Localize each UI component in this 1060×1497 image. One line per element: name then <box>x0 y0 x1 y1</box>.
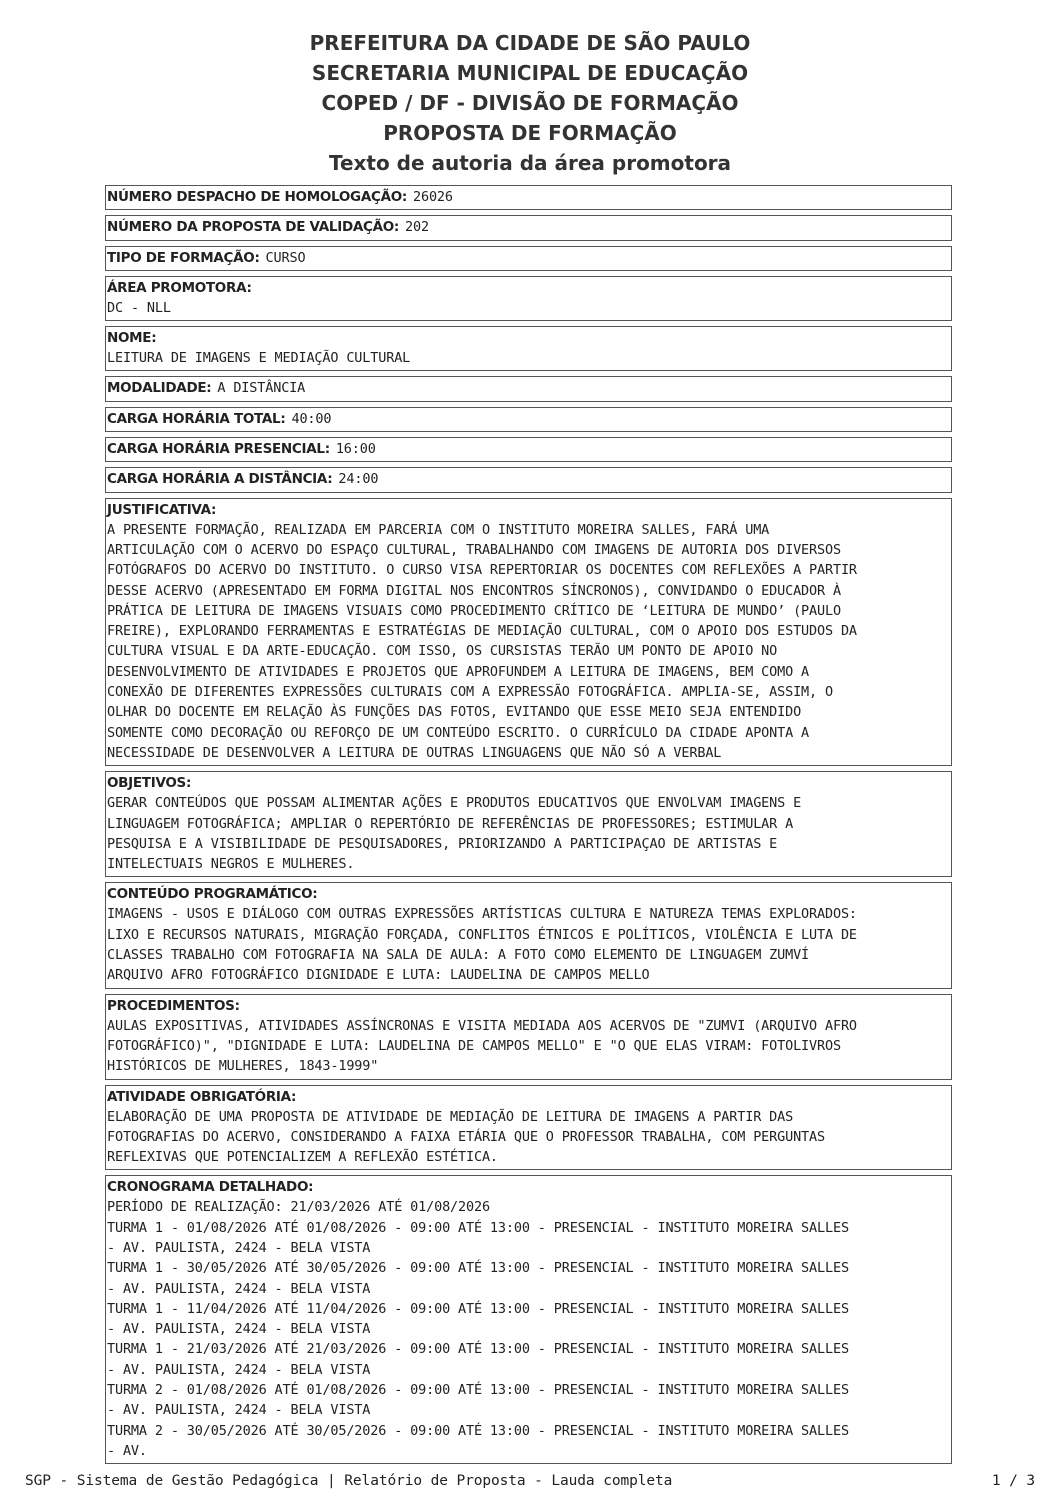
field-value: DC - NLL <box>107 299 171 316</box>
header-secretaria: SECRETARIA MUNICIPAL DE EDUCAÇÃO <box>311 61 749 85</box>
text-line: PRÁTICA DE LEITURA DE IMAGENS VISUAIS COMO PROCEDIMENTO CRÍTICO DE ‘LEITURA DE MUNDO’ (PAULO <box>107 602 841 619</box>
field-objetivos <box>105 771 952 877</box>
field-proposta <box>105 215 952 240</box>
field-value <box>107 520 950 764</box>
field-value: CURSO <box>265 249 306 266</box>
field-value <box>107 1107 950 1168</box>
text-line: IMAGENS - USOS E DIÁLOGO COM OUTRAS EXPRESSÕES ARTÍSTICAS CULTURA E NATUREZA TEMAS EXPLORADOS: <box>107 906 857 923</box>
field-label: NOME: <box>107 330 157 347</box>
text-line: TURMA 1 - 11/04/2026 ATÉ 11/04/2026 - 09:00 ATÉ 13:00 - PRESENCIAL - INSTITUTO MOREIRA SALLES <box>107 1300 849 1317</box>
text-line: ARQUIVO AFRO FOTOGRÁFICO DIGNIDADE E LUTA: LAUDELINA DE CAMPOS MELLO <box>107 967 650 984</box>
field-value: 40:00 <box>291 410 332 427</box>
field-modalidade <box>105 376 952 401</box>
text-line: DESSE ACERVO (APRESENTADO EM FORMA DIGITAL NOS ENCONTROS SÍNCRONOS), CONVIDANDO O EDUCADOR À <box>107 582 841 599</box>
header-prefeitura: PREFEITURA DA CIDADE DE SÃO PAULO <box>309 31 751 55</box>
text-line: FOTOGRAFIAS DO ACERVO, CONSIDERANDO A FAIXA ETÁRIA QUE O PROFESSOR TRABALHA, COM PERGUNTAS <box>107 1128 825 1145</box>
field-nome <box>105 326 952 371</box>
field-justificativa <box>105 498 952 767</box>
field-value: 16:00 <box>335 441 376 458</box>
text-line: NECESSIDADE DE DESENVOLVER A LEITURA DE OUTRAS LINGUAGENS QUE NÃO SÓ A VERBAL <box>107 744 722 761</box>
text-line: LIXO E RECURSOS NATURAIS, MIGRAÇÃO FORÇADA, CONFLITOS ÉTNICOS E POLÍTICOS, VIOLÊNCIA E LUTA DE <box>107 926 857 943</box>
field-value: 24:00 <box>338 471 379 488</box>
text-line: LINGUAGEM FOTOGRÁFICA; AMPLIAR O REPERTÓRIO DE REFERÊNCIAS DE PROFESSORES; ESTIMULAR A <box>107 815 794 832</box>
field-value <box>107 904 950 985</box>
header-coped: COPED / DF - DIVISÃO DE FORMAÇÃO <box>321 91 739 115</box>
field-label: JUSTIFICATIVA: <box>107 501 217 518</box>
text-line: REFLEXIVAS QUE POTENCIALIZEM A REFLEXÃO ESTÉTICA. <box>107 1149 498 1166</box>
proposal-form <box>105 185 952 1469</box>
field-value <box>107 793 950 874</box>
text-line: ARTICULAÇÃO COM O ACERVO DO ESPAÇO CULTURAL, TRABALHANDO COM IMAGENS DE AUTORIA DOS DIVERSOS <box>107 541 841 558</box>
header-subtitle: Texto de autoria da área promotora <box>328 151 732 175</box>
page-number: 1 / 3 <box>991 1473 1035 1489</box>
text-line: TURMA 1 - 21/03/2026 ATÉ 21/03/2026 - 09:00 ATÉ 13:00 - PRESENCIAL - INSTITUTO MOREIRA SALLES <box>107 1341 849 1358</box>
field-label: PROCEDIMENTOS: <box>107 997 240 1014</box>
text-line: CLASSES TRABALHO COM FOTOGRAFIA NA SALA DE AULA: A FOTO COMO ELEMENTO DE LINGUAGEM ZUMVÍ <box>107 947 810 964</box>
text-line: TURMA 2 - 30/05/2026 ATÉ 30/05/2026 - 09:00 ATÉ 13:00 - PRESENCIAL - INSTITUTO MOREIRA SALLES <box>107 1422 849 1439</box>
field-label: CARGA HORÁRIA A DISTÂNCIA: <box>107 471 333 488</box>
field-carga-total <box>105 407 952 432</box>
text-line: ELABORAÇÃO DE UMA PROPOSTA DE ATIVIDADE DE MEDIAÇÃO DE LEITURA DE IMAGENS A PARTIR DAS <box>107 1108 794 1125</box>
field-label: OBJETIVOS: <box>107 775 192 792</box>
text-line: - AV. <box>107 1442 147 1459</box>
text-line: OLHAR DO DOCENTE EM RELAÇÃO ÀS FUNÇÕES DAS FOTOS, EVITANDO QUE ESSE MEIO SEJA ENTENDIDO <box>107 704 802 721</box>
text-line: PESQUISA E A VISIBILIDADE DE PESQUISADORES, PRIORIZANDO A PARTICIPAÇAO DE ARTISTAS E <box>107 835 778 852</box>
text-line: - AV. PAULISTA, 2424 - BELA VISTA <box>107 1280 371 1297</box>
field-label: ATIVIDADE OBRIGATÓRIA: <box>107 1088 297 1105</box>
field-value <box>107 1197 950 1461</box>
field-label: CRONOGRAMA DETALHADO: <box>107 1179 314 1196</box>
text-line: PERÍODO DE REALIZAÇÃO: 21/03/2026 ATÉ 01/08/2026 <box>107 1199 490 1216</box>
text-line: - AV. PAULISTA, 2424 - BELA VISTA <box>107 1239 371 1256</box>
text-line: FOTÓGRAFOS DO ACERVO DO INSTITUTO. O CURSO VISA REPERTORIAR OS DOCENTES COM REFLEXÕES A PARTIR <box>107 562 857 579</box>
text-line: DESENVOLVIMENTO DE ATIVIDADES E PROJETOS QUE APROFUNDEM A LEITURA DE IMAGENS, BEM COMO A <box>107 663 810 680</box>
text-line: CONEXÃO DE DIFERENTES EXPRESSÕES CULTURAIS COM A EXPRESSÃO FOTOGRÁFICA. AMPLIA-SE, ASSIM, O <box>107 684 833 701</box>
text-line: CULTURA VISUAL E DA ARTE-EDUCAÇÃO. COM ISSO, OS CURSISTAS TERÃO UM PONTO DE APOIO NO <box>107 643 778 660</box>
field-tipo <box>105 246 952 271</box>
text-line: FREIRE), EXPLORANDO FERRAMENTAS E ESTRATÉGIAS DE MEDIAÇÃO CULTURAL, COM O APOIO DOS ESTUDOS DA <box>107 623 857 640</box>
field-label: NÚMERO DA PROPOSTA DE VALIDAÇÃO: <box>107 219 400 236</box>
text-line: TURMA 1 - 01/08/2026 ATÉ 01/08/2026 - 09:00 ATÉ 13:00 - PRESENCIAL - INSTITUTO MOREIRA SALLES <box>107 1219 849 1236</box>
text-line: AULAS EXPOSITIVAS, ATIVIDADES ASSÍNCRONAS E VISITA MEDIADA AOS ACERVOS DE "ZUMVI (ARQUIVO AFRO <box>107 1017 857 1034</box>
text-line: - AV. PAULISTA, 2424 - BELA VISTA <box>107 1361 371 1378</box>
text-line: - AV. PAULISTA, 2424 - BELA VISTA <box>107 1321 371 1338</box>
footer-system-title: SGP - Sistema de Gestão Pedagógica | Relatório de Proposta - Lauda completa <box>25 1473 673 1489</box>
field-value: 202 <box>405 219 429 236</box>
field-value <box>107 1016 950 1077</box>
text-line: SOMENTE COMO DECORAÇÃO OU REFORÇO DE UM CONTEÚDO ESCRITO. O CURRÍCULO DA CIDADE APONTA A <box>107 724 810 741</box>
text-line: TURMA 1 - 30/05/2026 ATÉ 30/05/2026 - 09:00 ATÉ 13:00 - PRESENCIAL - INSTITUTO MOREIRA SALLES <box>107 1260 849 1277</box>
field-value: LEITURA DE IMAGENS E MEDIAÇÃO CULTURAL <box>107 350 411 367</box>
field-label: TIPO DE FORMAÇÃO: <box>107 249 260 266</box>
field-despacho <box>105 185 952 210</box>
field-label: CARGA HORÁRIA PRESENCIAL: <box>107 441 330 458</box>
field-procedimentos <box>105 994 952 1080</box>
field-value: 26026 <box>413 189 453 205</box>
field-cronograma <box>105 1175 952 1464</box>
text-line: INTELECTUAIS NEGROS E MULHERES. <box>107 856 355 873</box>
text-line: A PRESENTE FORMAÇÃO, REALIZADA EM PARCERIA COM O INSTITUTO MOREIRA SALLES, FARÁ UMA <box>107 521 770 538</box>
text-line: - AV. PAULISTA, 2424 - BELA VISTA <box>107 1402 371 1419</box>
field-carga-presencial <box>105 437 952 462</box>
field-label: ÁREA PROMOTORA: <box>107 279 252 296</box>
field-label: MODALIDADE: <box>107 380 212 397</box>
field-label: CARGA HORÁRIA TOTAL: <box>107 410 286 427</box>
text-line: TURMA 2 - 01/08/2026 ATÉ 01/08/2026 - 09:00 ATÉ 13:00 - PRESENCIAL - INSTITUTO MOREIRA SALLES <box>107 1382 849 1399</box>
field-carga-distancia <box>105 467 952 492</box>
field-label: CONTEÚDO PROGRAMÁTICO: <box>107 886 318 903</box>
document-header <box>0 28 1060 178</box>
field-area-promotora <box>105 276 952 321</box>
header-proposta: PROPOSTA DE FORMAÇÃO <box>383 121 677 145</box>
field-value: A DISTÂNCIA <box>217 380 306 397</box>
field-label: NÚMERO DESPACHO DE HOMOLOGAÇÃO: <box>107 189 407 205</box>
text-line: HISTÓRICOS DE MULHERES, 1843-1999" <box>107 1058 379 1075</box>
text-line: GERAR CONTEÚDOS QUE POSSAM ALIMENTAR AÇÕES E PRODUTOS EDUCATIVOS QUE ENVOLVAM IMAGENS E <box>107 795 802 812</box>
text-line: FOTOGRÁFICO)", "DIGNIDADE E LUTA: LAUDELINA DE CAMPOS MELLO" E "O QUE ELAS VIRAM: FOTOLIVROS <box>107 1037 841 1054</box>
field-conteudo-programatico <box>105 882 952 988</box>
field-atividade-obrigatoria <box>105 1085 952 1171</box>
